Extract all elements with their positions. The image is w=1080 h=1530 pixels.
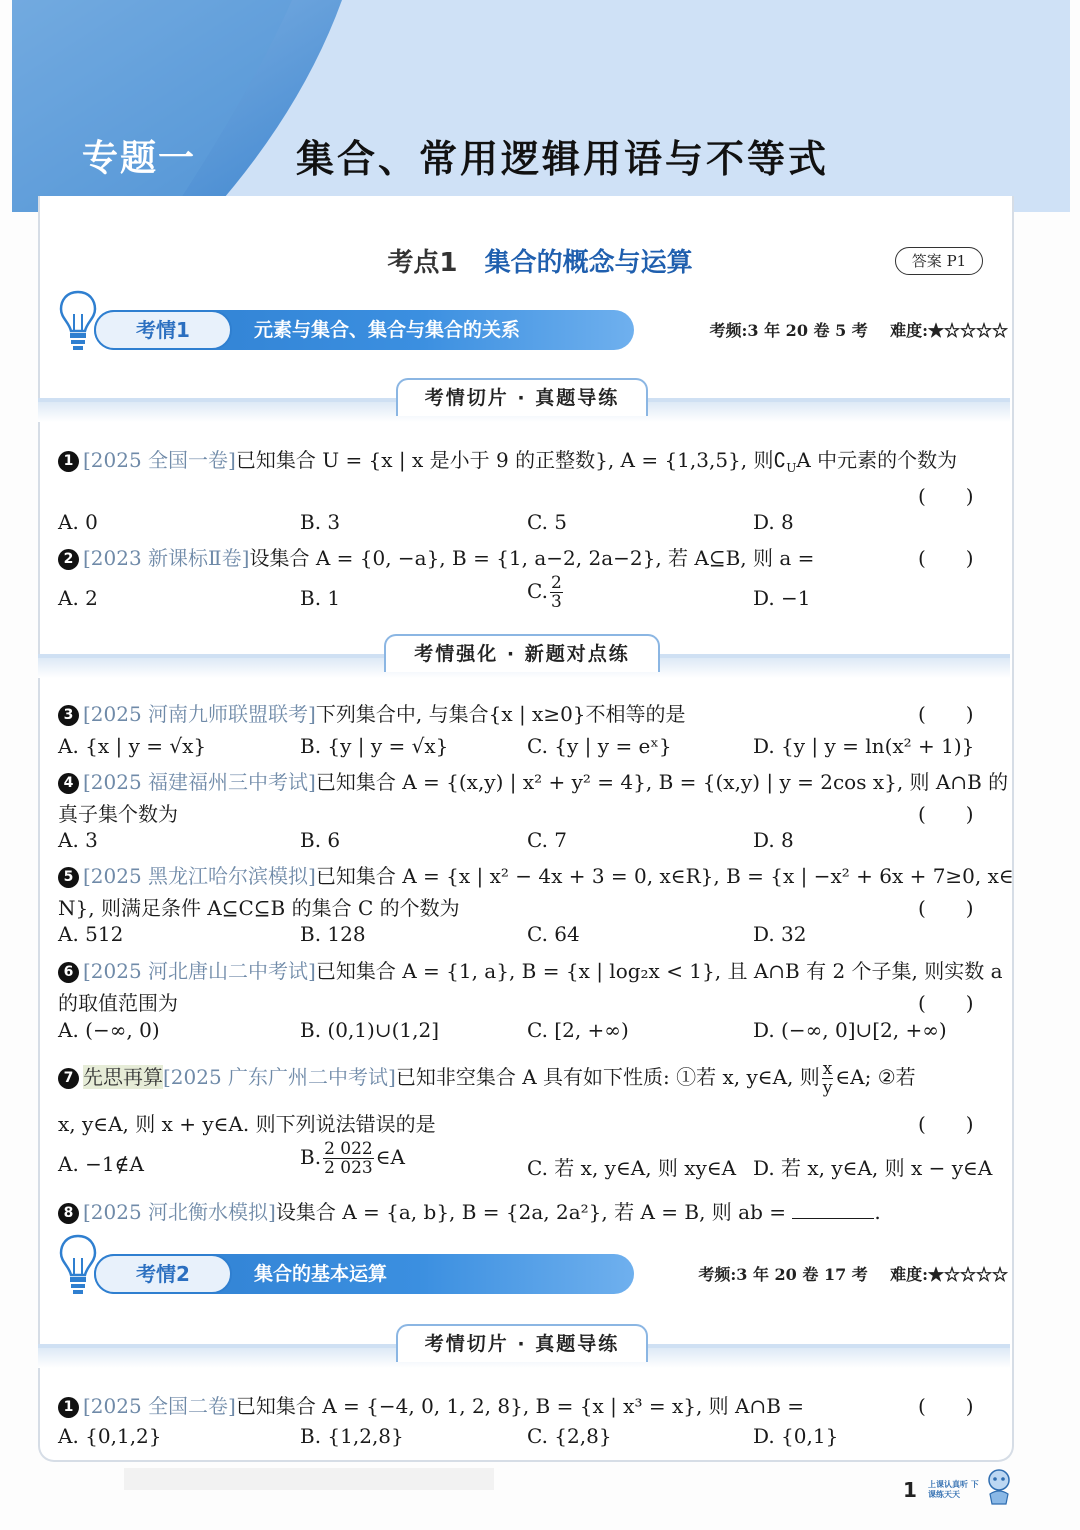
- option-d: D. 8: [753, 510, 794, 534]
- question-source: [2023 新课标Ⅱ卷]: [83, 546, 250, 570]
- fraction-denominator: y: [822, 1078, 833, 1098]
- option-a: A. 512: [58, 922, 124, 946]
- kaoqing1-name: 元素与集合、集合与集合的关系: [254, 319, 521, 341]
- option-b: B. {1,2,8}: [300, 1424, 404, 1448]
- option-d: D. 32: [753, 922, 807, 946]
- question-6-line2: 的取值范围为: [58, 991, 178, 1015]
- kaoqing1-frequency: 考频:3 年 20 卷 5 考: [709, 321, 868, 340]
- option-d: D. 8: [753, 828, 794, 852]
- option-b: [300, 1140, 405, 1177]
- answer-parentheses: ( ): [918, 896, 974, 920]
- option-c: C. 64: [527, 922, 580, 946]
- kaoqing1-tag: 考情1: [94, 310, 232, 350]
- option-b: B. 128: [300, 922, 366, 946]
- option-a: A. {0,1,2}: [58, 1424, 162, 1448]
- option-d: D. {0,1}: [753, 1424, 839, 1448]
- answer-reference: 答案 P1: [895, 247, 983, 275]
- question-source: [2025 河北唐山二中考试]: [83, 959, 316, 983]
- section-ribbon-2: [38, 634, 1010, 678]
- question-4-line2: 真子集个数为: [58, 802, 178, 826]
- question-8: [58, 1196, 881, 1225]
- kaoqing1-meta: [710, 318, 1009, 341]
- question-number: 6: [58, 962, 79, 983]
- option-c-label: C.: [527, 579, 548, 603]
- kaoqing2-header: [58, 1232, 1008, 1302]
- option-c: C. 5: [527, 510, 568, 534]
- think-first-badge: 先思再算: [83, 1065, 163, 1089]
- question-source: [2025 河南九师联盟联考]: [83, 702, 316, 726]
- answer-parentheses: ( ): [918, 546, 974, 570]
- option-c: [527, 574, 565, 611]
- question-4: [58, 766, 1008, 795]
- answer-parentheses: ( ): [918, 702, 974, 726]
- question-number: 3: [58, 705, 79, 726]
- question-number: 5: [58, 867, 79, 888]
- topic-title: 集合、常用逻辑用语与不等式: [296, 137, 830, 181]
- question-source: [2025 河北衡水模拟]: [83, 1200, 276, 1224]
- complement-subscript: U: [786, 461, 797, 475]
- option-b-label: B.: [300, 1145, 322, 1169]
- question-stem: 设集合 A = {a, b}, B = {2a, 2a²}, 若 A = B, 则 ab =: [275, 1200, 787, 1224]
- option-a: A. 2: [58, 586, 98, 610]
- question-number: 1: [58, 451, 79, 472]
- answer-parentheses: ( ): [918, 802, 974, 826]
- question-number: 2: [58, 549, 79, 570]
- question-2: [58, 542, 814, 571]
- page-number: 1: [903, 1478, 917, 1502]
- question-source: [2025 黑龙江哈尔滨模拟]: [83, 864, 316, 888]
- kaoqing2-frequency: 考频:3 年 20 卷 17 考: [698, 1265, 868, 1284]
- option-c: C. 7: [527, 828, 568, 852]
- answer-parentheses: ( ): [918, 991, 974, 1015]
- question-9: [58, 1390, 804, 1419]
- option-b: B. {y | y = √x}: [300, 734, 449, 758]
- question-stem-end: ∈A; ②若: [835, 1065, 916, 1089]
- question-6: [58, 955, 1003, 984]
- kaoqing1-difficulty: 难度:★☆☆☆☆: [890, 321, 1008, 340]
- question-3: [58, 698, 686, 727]
- kaoqing2-tag: 考情2: [94, 1254, 232, 1294]
- answer-blank[interactable]: [792, 1218, 874, 1219]
- option-d: D. 若 x, y∈A, 则 x − y∈A: [753, 1156, 993, 1180]
- fraction: [550, 574, 563, 611]
- option-b: B. 6: [300, 828, 341, 852]
- question-1: [58, 444, 957, 475]
- option-a: A. 3: [58, 828, 98, 852]
- period: .: [874, 1200, 881, 1224]
- option-d: D. {y | y = ln(x² + 1)}: [753, 734, 975, 758]
- mascot-icon: [982, 1466, 1016, 1506]
- fraction: [822, 1060, 834, 1097]
- option-a: A. {x | y = √x}: [58, 734, 207, 758]
- answer-parentheses: ( ): [918, 484, 974, 508]
- footer-slogan: 上课认真听 下课练天天: [928, 1480, 979, 1499]
- question-5: [58, 860, 1014, 889]
- option-b-suffix: ∈A: [375, 1145, 405, 1169]
- option-c: C. {2,8}: [527, 1424, 612, 1448]
- fraction-numerator: x: [822, 1059, 833, 1079]
- question-stem: 下列集合中, 与集合{x | x≥0}不相等的是: [315, 702, 686, 726]
- kaodian-title: 集合的概念与运算: [484, 248, 693, 278]
- question-number: 8: [58, 1203, 79, 1224]
- option-a: A. −1∉A: [58, 1152, 144, 1176]
- option-d: D. −1: [753, 586, 811, 610]
- option-a: A. (−∞, 0): [58, 1018, 160, 1042]
- option-c: C. [2, +∞): [527, 1018, 629, 1042]
- option-b: B. 3: [300, 510, 341, 534]
- section-label-2: 考情强化 · 新题对点练: [384, 634, 660, 672]
- question-stem: 已知集合 A = {(x,y) | x² + y² = 4}, B = {(x,y) | y = 2cos x}, 则 A∩B 的: [315, 770, 1009, 794]
- question-source: [2025 广东广州二中考试]: [163, 1065, 396, 1089]
- question-5-line2: N}, 则满足条件 A⊆C⊆B 的集合 C 的个数为: [58, 896, 460, 920]
- option-b: B. (0,1)∪(1,2]: [300, 1018, 439, 1042]
- answer-parentheses: ( ): [918, 1394, 974, 1418]
- question-7: [58, 1060, 916, 1097]
- fraction-numerator: 2: [550, 573, 562, 593]
- kaoqing2-name: 集合的基本运算: [254, 1263, 388, 1285]
- question-source: [2025 福建福州三中考试]: [83, 770, 316, 794]
- section-ribbon-1: [38, 378, 1010, 422]
- question-stem: 已知集合 U = {x | x 是小于 9 的正整数}, A = {1,3,5}, 则∁: [235, 448, 787, 472]
- question-stem: 已知集合 A = {−4, 0, 1, 2, 8}, B = {x | x³ = x}, 则 A∩B =: [235, 1394, 805, 1418]
- fraction-denominator: 3: [550, 592, 562, 612]
- fraction-denominator: 2 023: [324, 1158, 373, 1178]
- question-stem: 已知集合 A = {x | x² − 4x + 3 = 0, x∈R}, B = {x | −x² + 6x + 7≥0, x∈: [315, 864, 1014, 888]
- question-number: 1: [58, 1397, 79, 1418]
- question-number: 7: [58, 1068, 79, 1089]
- topic-number: 专题一: [82, 138, 197, 179]
- question-number: 4: [58, 773, 79, 794]
- kaodian-prefix: 考点1: [387, 248, 458, 278]
- lightbulb-icon: [58, 1232, 98, 1298]
- question-source: [2025 全国二卷]: [83, 1394, 236, 1418]
- fraction: [323, 1140, 374, 1177]
- kaoqing2-meta: [698, 1262, 1008, 1285]
- question-stem: 设集合 A = {0, −a}, B = {1, a−2, 2a−2}, 若 A⊆B, 则 a =: [249, 546, 815, 570]
- question-stem: 已知集合 A = {1, a}, B = {x | log₂x < 1}, 且 A∩B 有 2 个子集, 则实数 a: [315, 959, 1003, 983]
- option-c: C. {y | y = eˣ}: [527, 734, 672, 758]
- kaoqing1-header: [58, 288, 1008, 358]
- option-a: A. 0: [58, 510, 98, 534]
- answer-parentheses: ( ): [918, 1112, 974, 1136]
- option-b: B. 1: [300, 586, 341, 610]
- option-d: D. (−∞, 0]∪[2, +∞): [753, 1018, 947, 1042]
- section-label-1: 考情切片 · 真题导练: [396, 378, 648, 416]
- kaoqing2-difficulty: 难度:★☆☆☆☆: [890, 1265, 1008, 1284]
- fraction-numerator: 2 022: [324, 1139, 373, 1159]
- footer-strip: [124, 1468, 494, 1490]
- question-stem-end: A 中元素的个数为: [796, 448, 958, 472]
- question-stem: 已知非空集合 A 具有如下性质: ①若 x, y∈A, 则: [395, 1065, 820, 1089]
- lightbulb-icon: [58, 288, 98, 354]
- option-c: C. 若 x, y∈A, 则 xy∈A: [527, 1156, 737, 1180]
- question-7-line2: x, y∈A, 则 x + y∈A. 则下列说法错误的是: [58, 1112, 436, 1136]
- section-label-3: 考情切片 · 真题导练: [396, 1324, 648, 1362]
- question-source: [2025 全国一卷]: [83, 448, 236, 472]
- section-ribbon-3: [38, 1324, 1010, 1368]
